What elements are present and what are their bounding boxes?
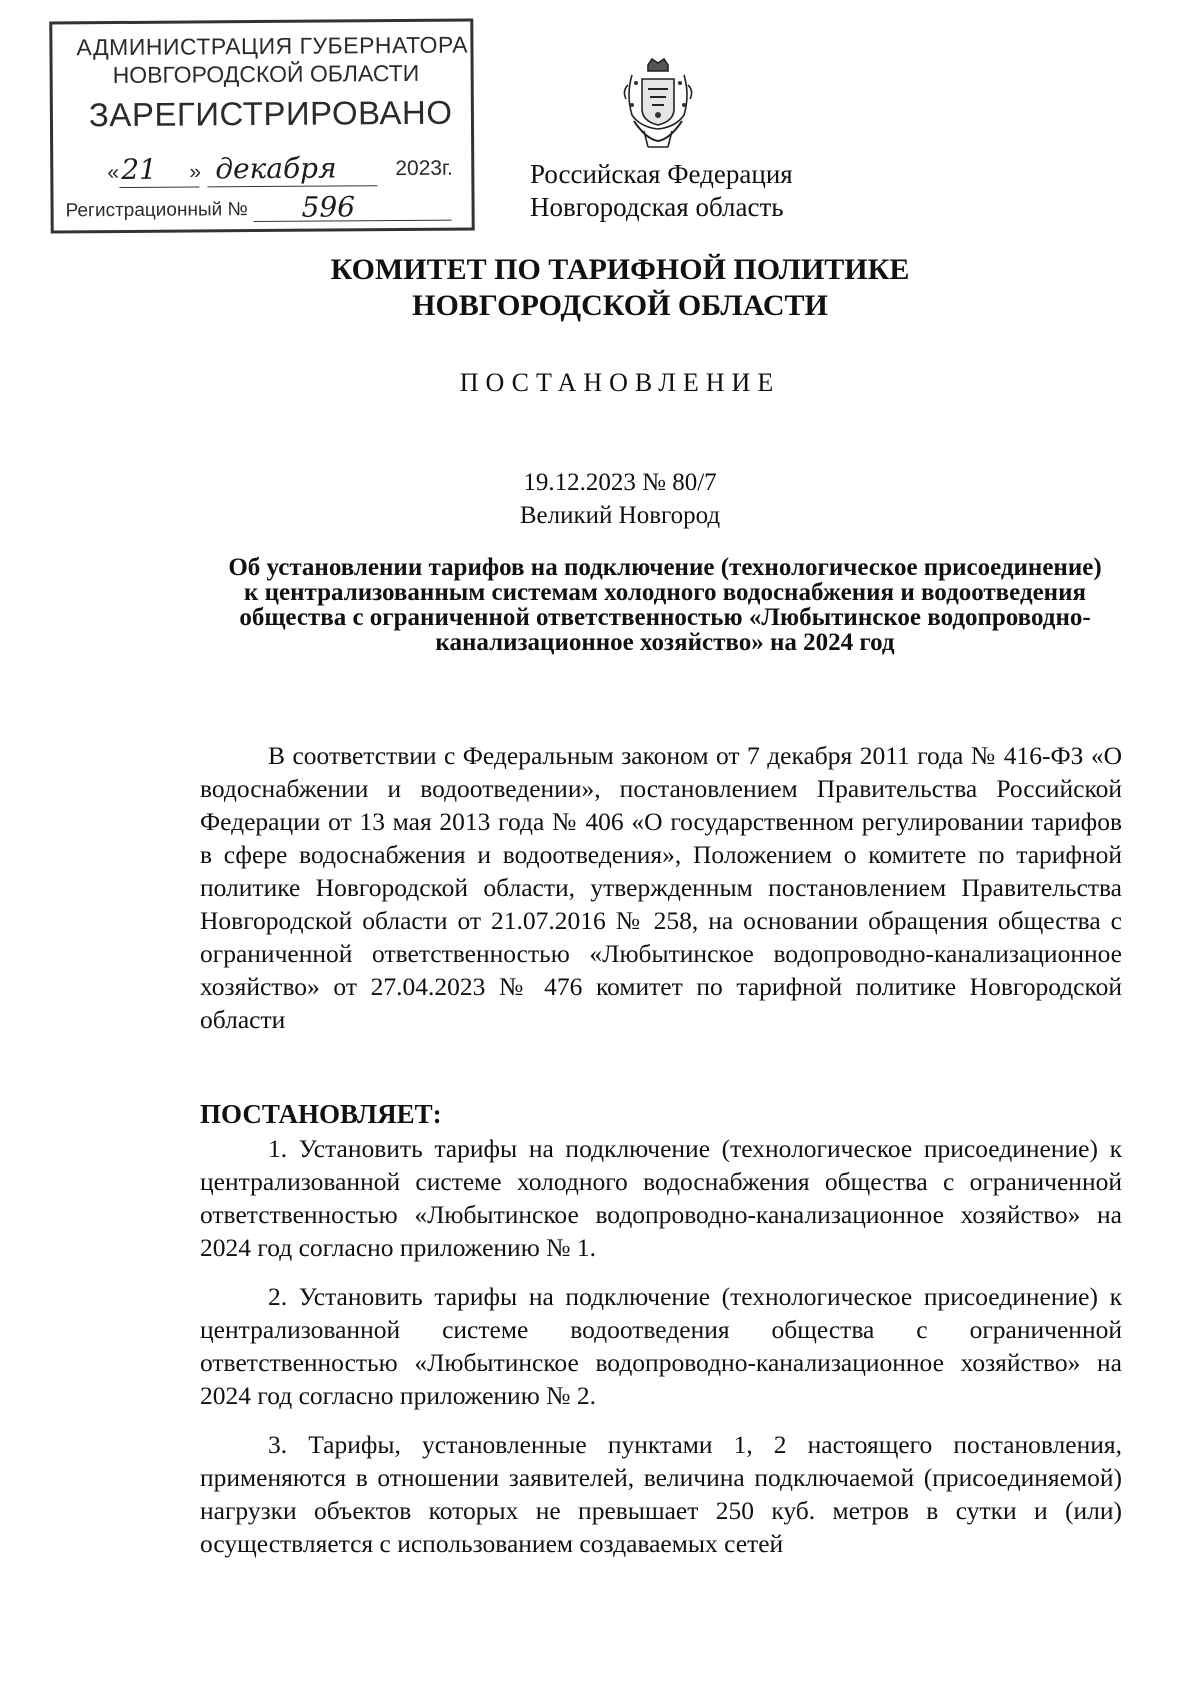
- stamp-day-underline: [119, 186, 199, 188]
- stamp-month: декабря: [215, 151, 337, 186]
- item-3-paragraph: 3. Тарифы, установленные пунктами 1, 2 настоящего постановления, применяются в отношении заявителей, величина подключаемой (присоединяемой) нагрузки объектов которых не превышает 250 куб. метров в сутки и (или) осуществляется с использованием создаваемых сетей: [200, 1430, 1122, 1558]
- item-2-paragraph: 2. Установить тарифы на подключение (технологическое присоединение) к централизованной системе водоотведения общества с ограниченной ответственностью «Любытинское водопроводно-канализационное хозяйство» на 2024 год согласно приложению № 2.: [200, 1282, 1122, 1410]
- stamp-month-underline: [207, 185, 377, 187]
- document-date-number: 19.12.2023 № 80/7: [523, 469, 717, 496]
- coat-of-arms-icon: [618, 55, 698, 155]
- document-subject: Об установлении тарифов на подключение (технологическое присоединение) к централизованным системам холодного водоснабжения и водоотведения общества с ограниченной ответственностью «Любытинское водопроводно-канализационное хозяйство» на 2024 год: [228, 554, 1102, 656]
- federation-name: Российская Федерация: [530, 159, 793, 189]
- item-1-paragraph: 1. Установить тарифы на подключение (технологическое присоединение) к централизованной системе холодного водоснабжения общества с ограниченной ответственностью «Любытинское водопроводно-канализационное хозяйство» на 2024 год согласно приложению № 1.: [200, 1134, 1122, 1262]
- stamp-quote-mark: »: [189, 160, 202, 184]
- document-city: Великий Новгород: [519, 502, 721, 529]
- stamp-registered: ЗАРЕГИСТРИРОВАНО: [88, 93, 453, 134]
- committee-title: КОМИТЕТ ПО ТАРИФНОЙ ПОЛИТИКЕ НОВГОРОДСКОЙ ОБЛАСТИ: [330, 253, 910, 322]
- stamp-org-line2: НОВГОРОДСКОЙ ОБЛАСТИ: [112, 59, 420, 89]
- stamp-quote-mark: «: [107, 160, 120, 185]
- stamp-number: 596: [301, 190, 356, 224]
- region-name: Новгородская область: [530, 192, 784, 222]
- preamble-paragraph: В соответствии с Федеральным законом от 7 декабря 2011 года № 416-ФЗ «О водоснабжении и водоотведении», постановлением Правительства Российской Федерации от 13 мая 2013 года № 406 «О государственном регулировании тарифов в сфере водоснабжения и водоотведения», Положением о комитете по тарифной политике Новгородской области, утвержденным постановлением Правительства Новгородской области от 21.07.2016 № 258, на основании обращения общества с ограниченной ответственностью «Любытинское водопроводно-канализационное хозяйство» от 27.04.2023 № 476 комитет по тарифной политике Новгородской области: [200, 741, 1122, 1034]
- resolves-heading: ПОСТАНОВЛЯЕТ:: [200, 1099, 442, 1129]
- document-type: ПОСТАНОВЛЕНИЕ: [459, 368, 781, 397]
- stamp-number-label: Регистрационный №: [65, 199, 248, 222]
- stamp-date: [83, 147, 473, 190]
- stamp-day: 21: [121, 152, 158, 186]
- stamp-year: 2023г.: [395, 156, 454, 181]
- stamp-org-line1: АДМИНИСТРАЦИЯ ГУБЕРНАТОРА: [76, 31, 469, 61]
- registration-stamp: [49, 19, 474, 234]
- federation-header: [530, 158, 793, 224]
